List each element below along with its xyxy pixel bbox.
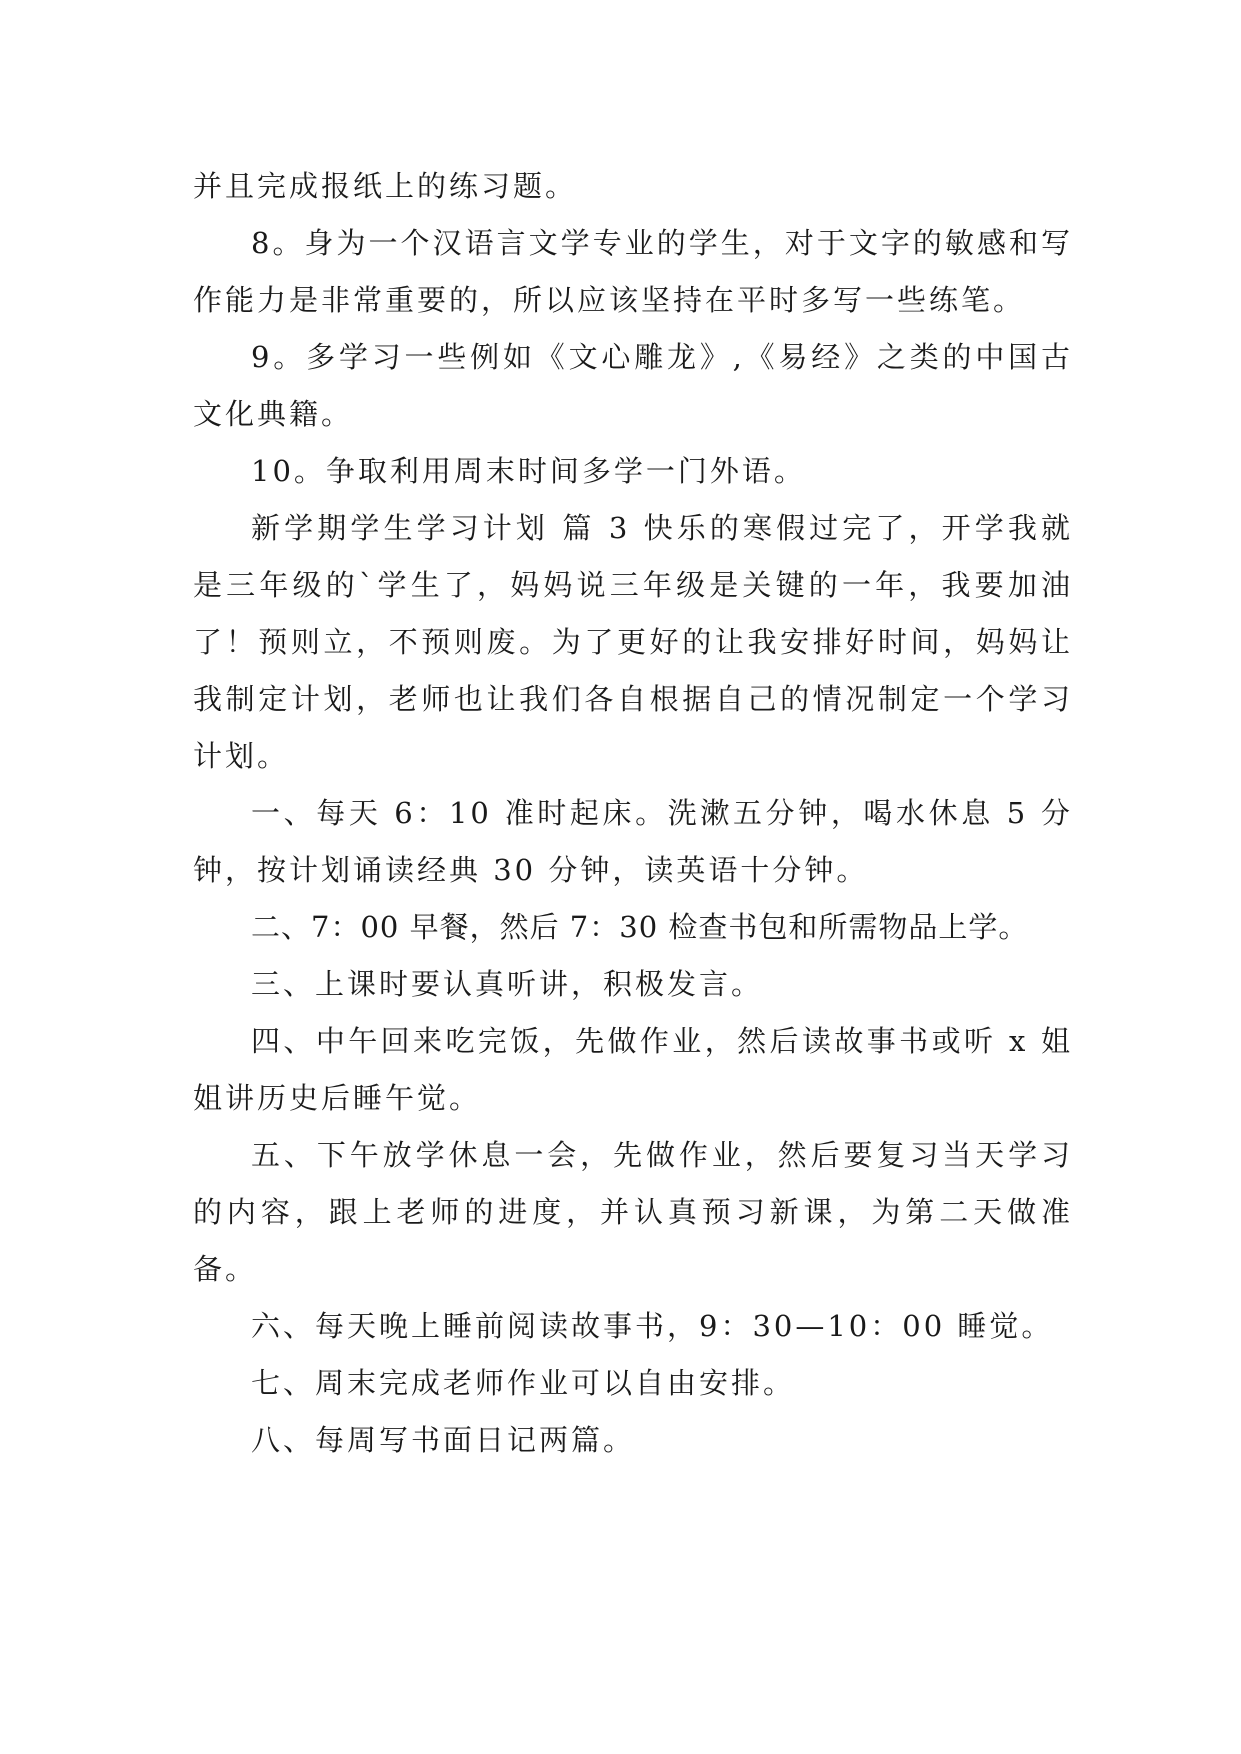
paragraph-plan-5: 五、下午放学休息一会，先做作业，然后要复习当天学习的内容，跟上老师的进度，并认真预习新课，为第二天做准备。: [193, 1138, 1073, 1286]
paragraph-plan-1: 一、每天 6：10 准时起床。洗漱五分钟，喝水休息 5 分钟，按计划诵读经典 30 分钟，读英语十分钟。: [193, 796, 1073, 887]
paragraph-item-8: 8。身为一个汉语言文学专业的学生，对于文字的敏感和写作能力是非常重要的，所以应该坚持在平时多写一些练笔。: [193, 226, 1073, 317]
paragraph-item-9: 9。多学习一些例如《文心雕龙》,《易经》之类的中国古文化典籍。: [193, 340, 1073, 431]
paragraph-continuation: 并且完成报纸上的练习题。: [193, 169, 578, 203]
paragraph-item-10: 10。争取利用周末时间多学一门外语。: [251, 454, 806, 488]
paragraph-plan-8: 八、每周写书面日记两篇。: [251, 1423, 636, 1457]
paragraph-plan-2: 二、7：00 早餐，然后 7：30 检查书包和所需物品上学。: [251, 910, 1029, 944]
paragraph-plan-3: 三、上课时要认真听讲，积极发言。: [251, 967, 764, 1001]
paragraph-plan-7: 七、周末完成老师作业可以自由安排。: [251, 1366, 796, 1400]
paragraph-plan-4: 四、中午回来吃完饭，先做作业，然后读故事书或听 x 姐姐讲历史后睡午觉。: [193, 1024, 1073, 1115]
paragraph-plan-6: 六、每天晚上睡前阅读故事书，9：30—10：00 睡觉。: [251, 1309, 1054, 1343]
paragraph-section-3-intro: 新学期学生学习计划 篇 3 快乐的寒假过完了，开学我就是三年级的`学生了，妈妈说三年级是关键的一年，我要加油了！预则立，不预则废。为了更好的让我安排好时间，妈妈让我制定计划，老师也让我们各自根据自己的情况制定一个学习计划。: [193, 511, 1073, 773]
document-body: [193, 158, 1073, 1469]
